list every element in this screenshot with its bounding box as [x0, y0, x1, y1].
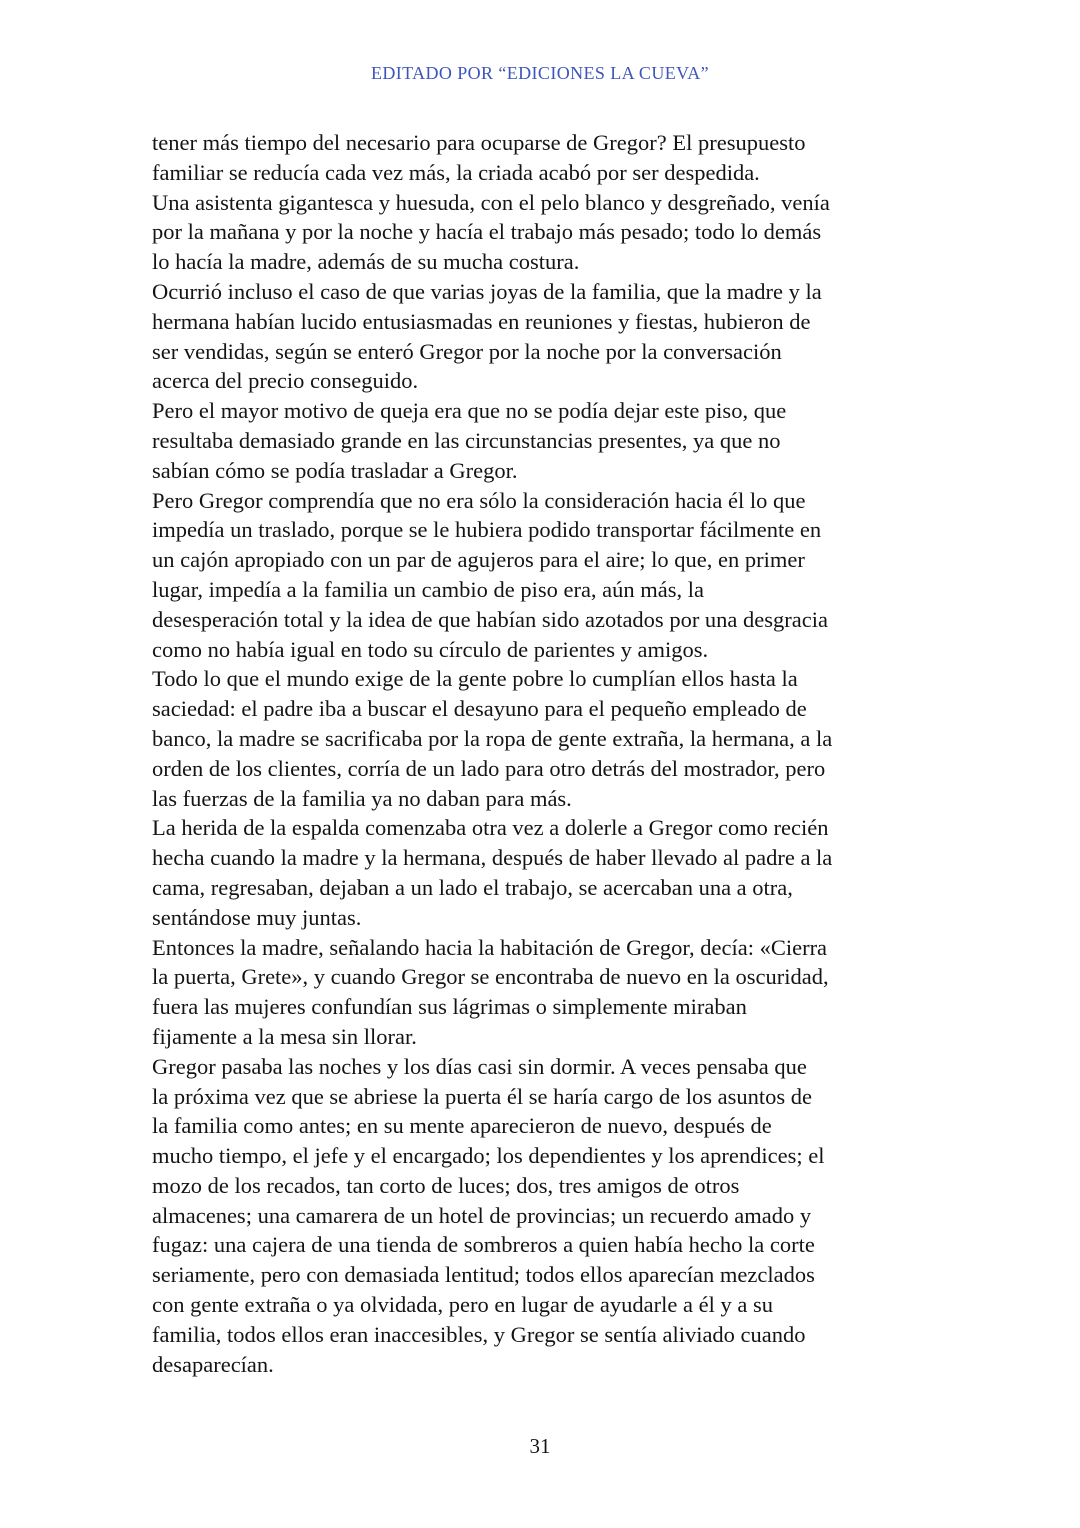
- body-text: [152, 128, 1032, 1379]
- paragraph: tener más tiempo del necesario para ocuparse de Gregor? El presupuesto familiar se reducía cada vez más, la criada acabó por ser despedida.: [152, 130, 806, 185]
- page-number: 31: [529, 1434, 551, 1458]
- paragraph: Pero Gregor comprendía que no era sólo la consideración hacia él lo que impedía un traslado, porque se le hubiera podido transportar fácilmente en un cajón apropiado con un par de agujeros para el aire; lo que, en primer lugar, impedía a la familia un cambio de piso era, aún más, la desesperación total y la idea de que habían sido azotados por una desgracia como no había igual en todo su círculo de parientes y amigos.: [152, 487, 828, 662]
- paragraph: Una asistenta gigantesca y huesuda, con el pelo blanco y desgreñado, venía por la mañana y por la noche y hacía el trabajo más pesado; todo lo demás lo hacía la madre, además de su mucha costura.: [152, 189, 830, 275]
- paragraph: Entonces la madre, señalando hacia la habitación de Gregor, decía: «Cierra la puerta, Grete», y cuando Gregor se encontraba de nuevo en la oscuridad, fuera las mujeres confundían sus lágrimas o simplemente miraban fijamente a la mesa sin llorar.: [152, 934, 829, 1049]
- paragraph: Todo lo que el mundo exige de la gente pobre lo cumplían ellos hasta la saciedad: el padre iba a buscar el desayuno para el pequeño empleado de banco, la madre se sacrificaba por la ropa de gente extraña, la hermana, a la orden de los clientes, corría de un lado para otro detrás del mostrador, pero las fuerzas de la familia ya no daban para más.: [152, 666, 833, 811]
- page-header: EDITADO POR “EDICIONES LA CUEVA”: [370, 63, 709, 83]
- paragraph: La herida de la espalda comenzaba otra vez a dolerle a Gregor como recién hecha cuando la madre y la hermana, después de haber llevado al padre a la cama, regresaban, dejaban a un lado el trabajo, se acercaban una a otra, sentándose muy juntas.: [152, 815, 833, 930]
- paragraph: Pero el mayor motivo de queja era que no se podía dejar este piso, que resultaba demasiado grande en las circunstancias presentes, ya que no sabían cómo se podía trasladar a Gregor.: [152, 398, 787, 483]
- paragraph: Ocurrió incluso el caso de que varias joyas de la familia, que la madre y la hermana habían lucido entusiasmadas en reuniones y fiestas, hubieron de ser vendidas, según se enteró Gregor por la noche por la conversación acerca del precio conseguido.: [152, 278, 822, 394]
- paragraph: Gregor pasaba las noches y los días casi sin dormir. A veces pensaba que la próxima vez que se abriese la puerta él se haría cargo de los asuntos de la familia como antes; en su mente aparecieron de nuevo, después de mucho tiempo, el jefe y el encargado; los dependientes y los aprendices; el mozo de los recados, tan corto de luces; dos, tres amigos de otros almacenes; una camarera de un hotel de provincias; un recuerdo amado y fugaz: una cajera de una tienda de sombreros a quien había hecho la corte seriamente, pero con demasiada lentitud; todos ellos aparecían mezclados con gente extraña o ya olvidada, pero en lugar de ayudarle a él y a su familia, todos ellos eran inaccesibles, y Gregor se sentía aliviado cuando desaparecían.: [152, 1053, 825, 1377]
